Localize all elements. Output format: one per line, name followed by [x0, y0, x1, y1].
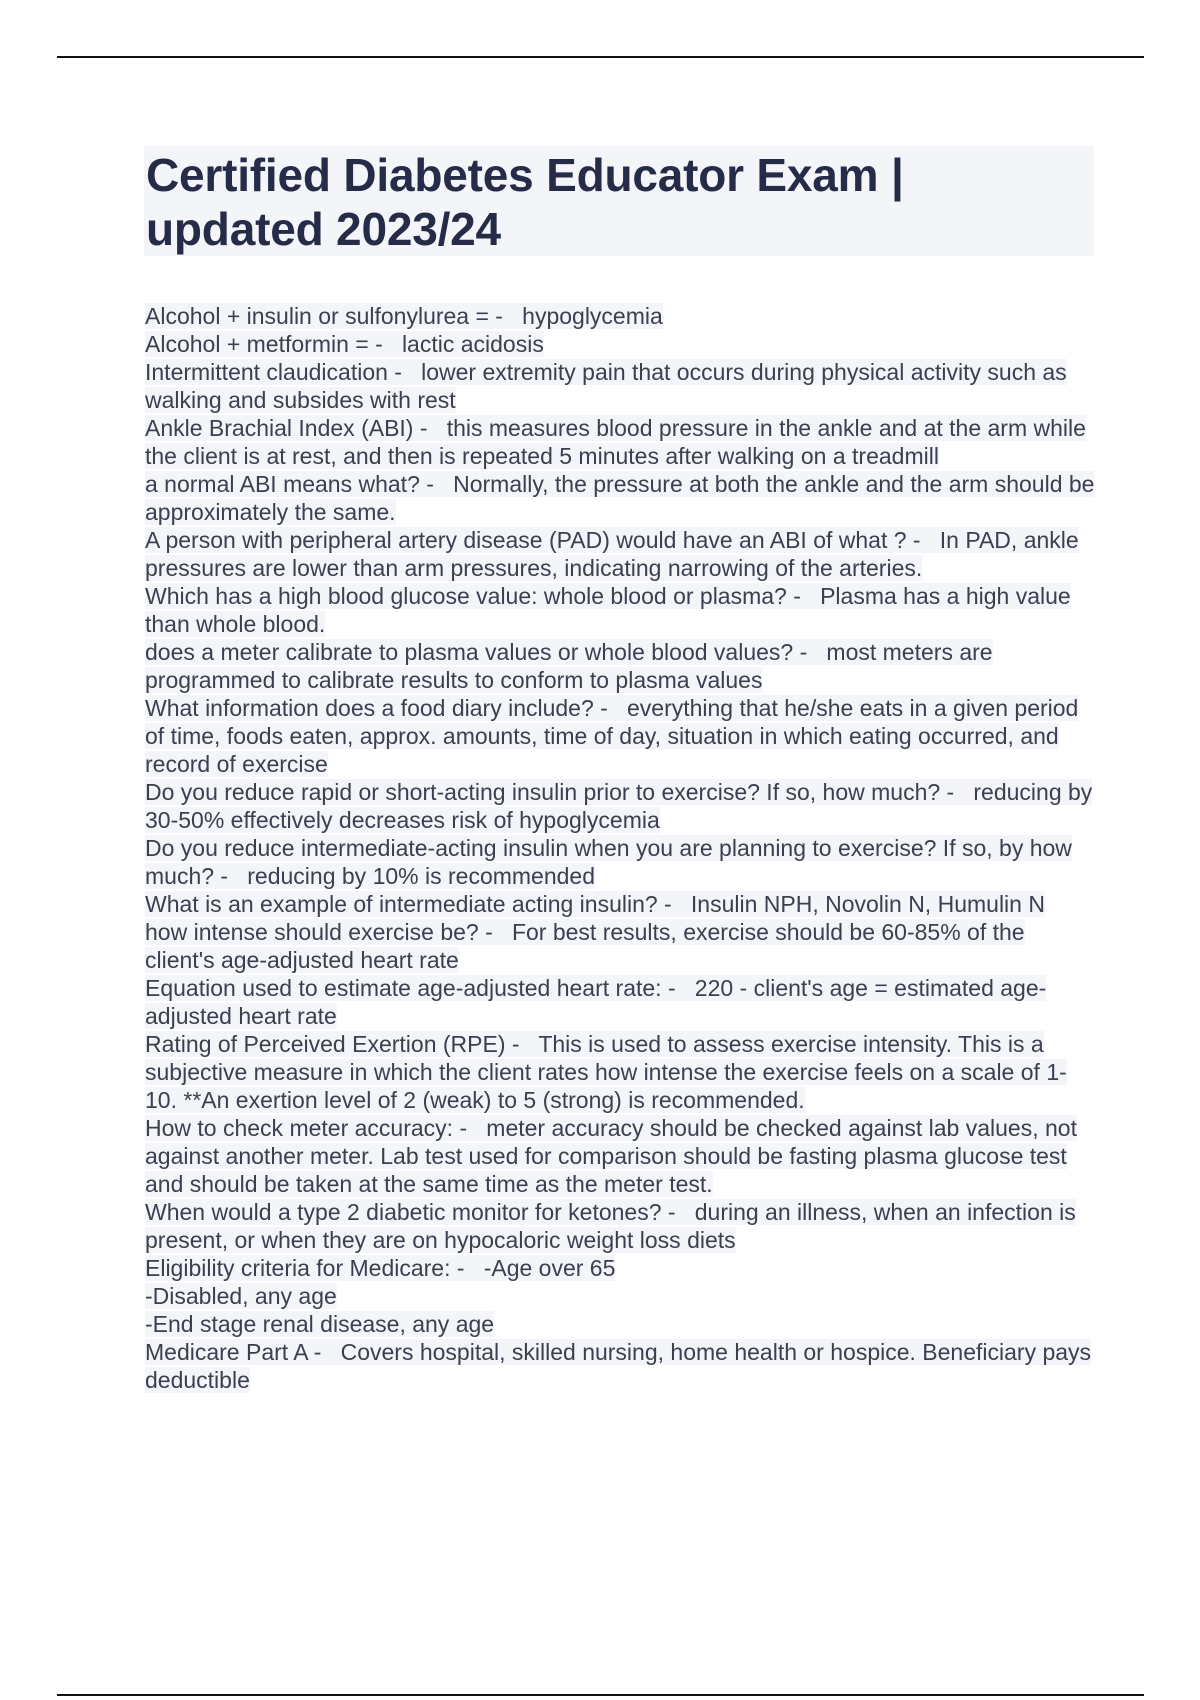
answer: during an illness, when an infection is present, or when they are on hypocaloric weight loss diets [145, 1199, 1076, 1253]
answer: Covers hospital, skilled nursing, home health or hospice. Beneficiary pays deductible [145, 1339, 1092, 1393]
qa-entry [145, 834, 1095, 890]
answer: meter accuracy should be checked against lab values, not against another meter. Lab test used for comparison should be fasting plasma glucose test and should be taken at the same time as the meter test. [145, 1115, 1077, 1197]
answer: hypoglycemia [522, 303, 663, 329]
qa-entry [145, 330, 1095, 358]
title-block [144, 146, 1094, 256]
qa-entry [145, 526, 1095, 582]
answer: most meters are programmed to calibrate results to conform to plasma values [145, 639, 993, 693]
qa-entry [145, 358, 1095, 414]
answer: 220 - client's age = estimated age-adjusted heart rate [145, 975, 1047, 1029]
question: does a meter calibrate to plasma values or whole blood values? - [145, 639, 808, 665]
qa-entry [145, 1030, 1095, 1114]
qa-entry [145, 470, 1095, 526]
question: Intermittent claudication - [145, 359, 402, 385]
question: How to check meter accuracy: - [145, 1115, 468, 1141]
qa-entry [145, 414, 1095, 470]
qa-entry [145, 918, 1095, 974]
answer: lower extremity pain that occurs during physical activity such as walking and subsides with rest [145, 359, 1067, 413]
answer: this measures blood pressure in the ankle and at the arm while the client is at rest, and then is repeated 5 minutes after walking on a treadmill [145, 415, 1086, 469]
answer: This is used to assess exercise intensity. This is a subjective measure in which the client rates how intense the exercise feels on a scale of 1-10. **An exertion level of 2 (weak) to 5 (strong) is recommended. [145, 1031, 1067, 1113]
answer-line: -Disabled, any age [145, 1283, 337, 1309]
question: Alcohol + insulin or sulfonylurea = - [145, 303, 503, 329]
qa-entry [145, 1254, 1095, 1338]
qa-entry [145, 302, 1095, 330]
question: how intense should exercise be? - [145, 919, 493, 945]
qa-entry [145, 778, 1095, 834]
question: What information does a food diary include? - [145, 695, 608, 721]
question: Which has a high blood glucose value: whole blood or plasma? - [145, 583, 801, 609]
question: When would a type 2 diabetic monitor for ketones? - [145, 1199, 676, 1225]
answer: lactic acidosis [401, 331, 544, 357]
question: a normal ABI means what? - [145, 471, 434, 497]
question: Do you reduce intermediate-acting insulin when you are planning to exercise? If so, by how much? - [145, 835, 1072, 889]
answer-line: -End stage renal disease, any age [145, 1311, 495, 1337]
qa-entry [145, 890, 1095, 918]
answer: Normally, the pressure at both the ankle and the arm should be approximately the same. [145, 471, 1095, 525]
qa-entry [145, 694, 1095, 778]
question: What is an example of intermediate acting insulin? - [145, 891, 672, 917]
qa-entry [145, 582, 1095, 638]
answer: -Age over 65 [483, 1255, 616, 1281]
page-title [146, 146, 1094, 256]
question: A person with peripheral artery disease (PAD) would have an ABI of what ? - [145, 527, 921, 553]
answer: In PAD, ankle pressures are lower than arm pressures, indicating narrowing of the arteries. [145, 527, 1079, 581]
question: Equation used to estimate age-adjusted heart rate: - [145, 975, 676, 1001]
question: Ankle Brachial Index (ABI) - [145, 415, 428, 441]
title-line-2: updated 2023/24 [146, 203, 501, 255]
question: Do you reduce rapid or short-acting insulin prior to exercise? If so, how much? - [145, 779, 955, 805]
qa-entry [145, 1338, 1095, 1394]
question: Alcohol + metformin = - [145, 331, 383, 357]
question: Medicare Part A - [145, 1339, 322, 1365]
answer: For best results, exercise should be 60-85% of the client's age-adjusted heart rate [145, 919, 1025, 973]
answer: reducing by 30-50% effectively decreases risk of hypoglycemia [145, 779, 1093, 833]
footer-rule [57, 1694, 1144, 1696]
header-rule [57, 56, 1144, 58]
qa-entry [145, 1198, 1095, 1254]
answer: Plasma has a high value than whole blood. [145, 583, 1071, 637]
answer: everything that he/she eats in a given period of time, foods eaten, approx. amounts, time of day, situation in which eating occurred, and record of exercise [145, 695, 1079, 777]
answer: reducing by 10% is recommended [247, 863, 596, 889]
qa-list [145, 302, 1095, 1394]
question: Rating of Perceived Exertion (RPE) - [145, 1031, 520, 1057]
qa-entry [145, 1114, 1095, 1198]
answer: Insulin NPH, Novolin N, Humulin N [690, 891, 1045, 917]
question: Eligibility criteria for Medicare: - [145, 1255, 465, 1281]
qa-entry [145, 974, 1095, 1030]
qa-entry [145, 638, 1095, 694]
title-line-1: Certified Diabetes Educator Exam | [146, 149, 904, 201]
